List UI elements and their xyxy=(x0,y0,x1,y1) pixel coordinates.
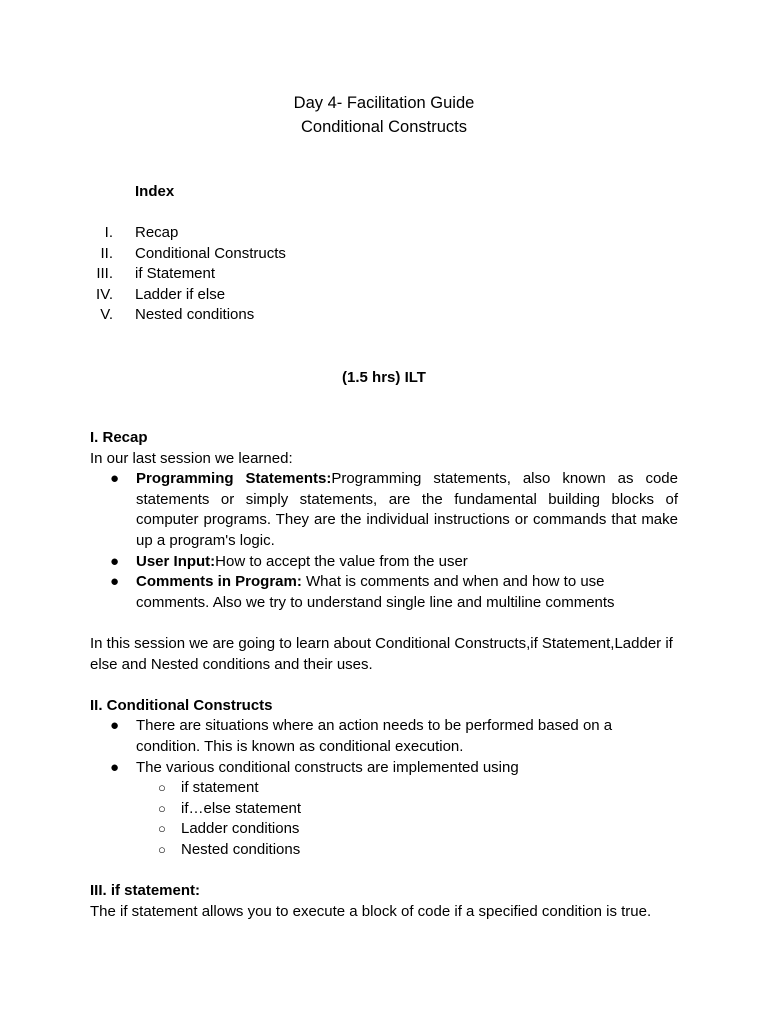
index-number: III. xyxy=(96,265,113,283)
index-text: Nested conditions xyxy=(135,306,255,324)
bullet-text: The various conditional constructs are implemented using xyxy=(136,758,519,776)
bullet-text: How to accept the value from the user xyxy=(215,552,468,570)
bullet-label: Comments in Program: xyxy=(136,573,302,591)
bullet-icon: ● xyxy=(110,552,120,570)
bullet-label: Programming Statements: xyxy=(136,470,332,488)
list-item xyxy=(90,572,678,613)
document-subtitle: Conditional Constructs xyxy=(301,118,467,136)
sub-item-text: Ladder conditions xyxy=(181,820,300,838)
sub-item-text: Nested conditions xyxy=(181,840,301,858)
index-text: Ladder if else xyxy=(135,285,226,303)
bullet-icon: ● xyxy=(110,717,120,735)
index-text: Recap xyxy=(135,224,179,241)
index-text: Conditional Constructs xyxy=(135,244,286,262)
section-heading-if-statement: III. if statement: xyxy=(90,882,201,900)
index-number: II. xyxy=(100,244,113,262)
bullet-icon: ● xyxy=(110,573,120,591)
session-duration: (1.5 hrs) ILT xyxy=(342,369,426,386)
bullet-text: Programming statements, also known as code statements or simply statements, are the fundamental building blocks of computer programs. They are the individual instructions or commands that make up a program's logic. xyxy=(136,470,678,549)
index-text: if Statement xyxy=(135,265,216,283)
bullet-icon: ● xyxy=(110,470,120,488)
index-number: V. xyxy=(100,306,113,324)
list-item xyxy=(90,469,678,551)
circle-bullet-icon: ○ xyxy=(158,780,166,796)
bullet-text: There are situations where an action needs to be performed based on a condition. This is known as conditional execution. xyxy=(136,717,613,755)
index-number: I. xyxy=(104,224,113,241)
session-summary: In this session we are going to learn about Conditional Constructs,if Statement,Ladder if else and Nested conditions and their uses. xyxy=(90,634,673,673)
bullet-label: User Input: xyxy=(136,552,216,570)
document-title: Day 4- Facilitation Guide xyxy=(293,94,475,112)
section-heading-conditional: II. Conditional Constructs xyxy=(90,696,273,714)
sub-list-item xyxy=(136,840,618,861)
section-heading-recap: I. Recap xyxy=(90,429,148,446)
circle-bullet-icon: ○ xyxy=(158,800,166,816)
circle-bullet-icon: ○ xyxy=(158,841,166,857)
if-statement-text: The if statement allows you to execute a block of code if a specified condition is true. xyxy=(90,902,652,920)
sub-item-text: if statement xyxy=(181,779,259,797)
index-number: IV. xyxy=(96,285,113,303)
sub-list-item xyxy=(136,819,618,840)
sub-list-item xyxy=(136,799,618,820)
conditional-bullet-list xyxy=(90,716,678,860)
list-item xyxy=(90,552,678,573)
circle-bullet-icon: ○ xyxy=(158,821,166,837)
bullet-icon: ● xyxy=(110,758,120,776)
list-item xyxy=(90,716,618,757)
bullet-text: What is comments and when and how to use comments. Also we try to understand single line and multiline comments xyxy=(136,573,615,611)
index-heading: Index xyxy=(135,183,175,200)
construct-sub-list xyxy=(136,778,618,860)
list-item xyxy=(90,758,618,861)
document-body xyxy=(90,428,678,922)
recap-intro: In our last session we learned: xyxy=(90,449,293,467)
sub-item-text: if…else statement xyxy=(181,799,302,817)
sub-list-item xyxy=(136,778,618,799)
recap-bullet-list xyxy=(90,469,678,613)
